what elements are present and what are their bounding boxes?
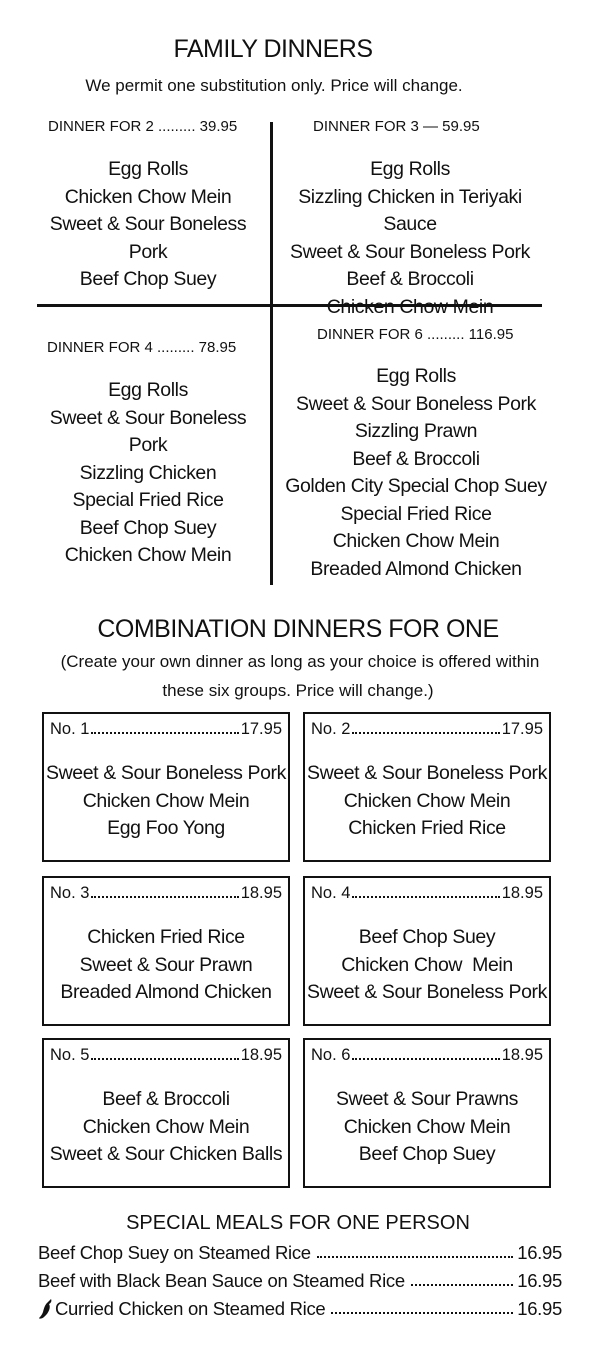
combo-items [44, 924, 288, 1007]
combo-price: 17.95 [501, 720, 543, 738]
combo-box-2 [303, 712, 551, 862]
menu-item: Beef Chop Suey [79, 268, 217, 290]
menu-item: Chicken Chow Mein [82, 1115, 250, 1138]
dinner-for-3-items [276, 156, 544, 321]
dot-leader [91, 732, 238, 734]
menu-item: Chicken Chow Mein [326, 295, 494, 318]
family-dinners-note: We permit one substitution only. Price will change. [85, 76, 463, 95]
menu-item: Sweet & Sour Boneless Pork [307, 762, 547, 784]
combo-price: 18.95 [501, 884, 543, 902]
menu-item: Chicken Chow Mein [332, 530, 500, 552]
menu-item: Egg Rolls [108, 379, 188, 401]
special-meal-price: 16.95 [517, 1270, 562, 1291]
special-meal-row [38, 1270, 562, 1292]
combo-box-header [50, 720, 282, 739]
special-meal-row [38, 1242, 562, 1264]
special-meal-row [38, 1298, 562, 1320]
combo-items [305, 1086, 549, 1169]
menu-item: Beef Chop Suey [358, 926, 496, 948]
menu-item: Chicken Chow Mein [341, 953, 513, 976]
special-meal-name: Curried Chicken on Steamed Rice [55, 1298, 326, 1319]
combination-dinners-title: COMBINATION DINNERS FOR ONE [97, 615, 499, 643]
combo-price: 17.95 [240, 720, 282, 738]
combo-items [305, 760, 549, 843]
menu-item: Special Fried Rice [340, 502, 492, 525]
menu-item: Beef & Broccoli [102, 1088, 230, 1110]
dot-leader [91, 896, 238, 898]
combo-items [305, 924, 549, 1007]
menu-item: Chicken Chow Mein [82, 789, 250, 812]
combo-number: No. 3 [50, 884, 90, 902]
combo-number: No. 6 [311, 1046, 351, 1064]
menu-item: Chicken Chow Mein [343, 789, 511, 812]
menu-item: Chicken Chow Mein [64, 185, 232, 208]
menu-item: Sweet & Sour Prawn [79, 953, 253, 976]
combination-note-line2: these six groups. Price will change.) [162, 681, 434, 700]
menu-item: Beef Chop Suey [79, 516, 217, 539]
combo-box-header [50, 1046, 282, 1065]
special-meals-title: SPECIAL MEALS FOR ONE PERSON [126, 1212, 470, 1234]
menu-item: Chicken Chow Mein [64, 544, 232, 566]
menu-item: Chicken Fried Rice [87, 926, 245, 948]
special-meal-name: Beef with Black Bean Sauce on Steamed Rice [38, 1270, 405, 1291]
special-meal-name: Beef Chop Suey on Steamed Rice [38, 1242, 311, 1263]
combo-items [44, 760, 288, 843]
dot-leader [352, 732, 499, 734]
combo-price: 18.95 [240, 884, 282, 902]
combo-number: No. 2 [311, 720, 351, 738]
dinner-for-6-items [278, 363, 554, 583]
menu-item: Sizzling Prawn [354, 420, 478, 442]
family-dinners-title: FAMILY DINNERS [173, 35, 373, 63]
dot-leader [352, 1058, 499, 1060]
combo-box-header [311, 720, 543, 739]
special-meal-price: 16.95 [517, 1298, 562, 1319]
menu-item: Beef Chop Suey [358, 1143, 496, 1165]
menu-item: Sweet & Sour Boneless Pork [296, 392, 536, 415]
dot-leader [91, 1058, 238, 1060]
combo-box-1 [42, 712, 290, 862]
menu-item: Sweet & Sour Prawns [335, 1088, 519, 1110]
menu-item: Sweet & Sour Boneless Pork [49, 406, 247, 456]
menu-item: Sweet & Sour Boneless Pork [49, 213, 247, 263]
menu-item: Sizzling Chicken [79, 461, 217, 484]
menu-item: Sizzling Chicken in Teriyaki Sauce [298, 185, 522, 235]
combination-note-line1: (Create your own dinner as long as your choice is offered within [60, 652, 540, 671]
combo-box-6 [303, 1038, 551, 1188]
dot-leader [317, 1256, 513, 1258]
menu-item: Egg Rolls [108, 158, 188, 180]
menu-item: Beef & Broccoli [346, 268, 474, 290]
dot-leader [352, 896, 499, 898]
menu-item: Breaded Almond Chicken [60, 981, 272, 1003]
dinner-for-4-header: DINNER FOR 4 ......... 78.95 [47, 339, 237, 356]
menu-item: Chicken Chow Mein [343, 1115, 511, 1138]
dinner-for-2-items [30, 156, 266, 294]
dinner-for-6-header: DINNER FOR 6 ......... 116.95 [317, 326, 514, 343]
menu-item: Sweet & Sour Boneless Pork [307, 981, 547, 1003]
combo-box-4 [303, 876, 551, 1026]
combo-number: No. 1 [50, 720, 90, 738]
dinner-for-4-items [30, 377, 266, 570]
combo-price: 18.95 [240, 1046, 282, 1064]
menu-item: Sweet & Sour Boneless Pork [46, 762, 286, 784]
menu-item: Special Fried Rice [72, 489, 224, 511]
menu-item: Breaded Almond Chicken [310, 557, 522, 580]
menu-item: Chicken Fried Rice [348, 817, 506, 839]
combo-price: 18.95 [501, 1046, 543, 1064]
menu-item: Sweet & Sour Boneless Pork [290, 240, 530, 263]
combo-box-header [50, 884, 282, 903]
menu-item: Golden City Special Chop Suey [285, 475, 547, 497]
dot-leader [411, 1284, 513, 1286]
chili-pepper-icon [38, 1298, 54, 1320]
family-vertical-divider [270, 122, 273, 585]
combo-number: No. 5 [50, 1046, 90, 1064]
combo-number: No. 4 [311, 884, 351, 902]
combo-box-5 [42, 1038, 290, 1188]
combo-box-header [311, 884, 543, 903]
menu-item: Beef & Broccoli [352, 447, 480, 470]
dinner-for-2-header: DINNER FOR 2 ......... 39.95 [48, 118, 238, 135]
menu-item: Egg Rolls [370, 158, 450, 180]
dinner-for-3-header: DINNER FOR 3 — 59.95 [313, 118, 480, 135]
combo-items [44, 1086, 288, 1169]
menu-item: Sweet & Sour Chicken Balls [49, 1143, 283, 1165]
menu-item: Egg Rolls [376, 365, 456, 387]
menu-item: Egg Foo Yong [107, 817, 225, 839]
combo-box-3 [42, 876, 290, 1026]
dot-leader [331, 1312, 513, 1314]
special-meal-price: 16.95 [517, 1242, 562, 1263]
combo-box-header [311, 1046, 543, 1065]
